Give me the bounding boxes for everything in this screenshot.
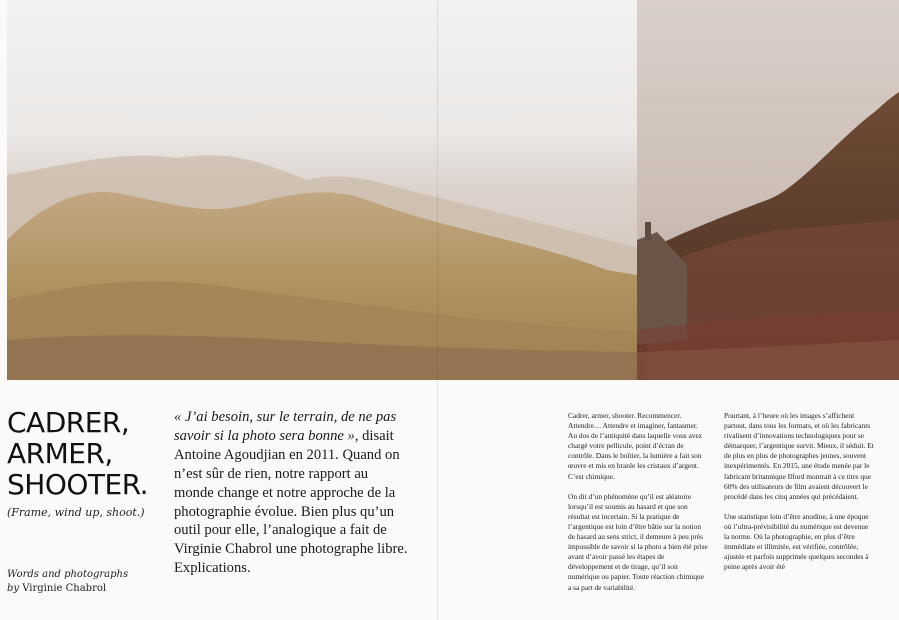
intro-quote: « J’ai besoin, sur le terrain, de ne pas savoir si la photo sera bonne »: [174, 409, 397, 444]
headline-line-2: ARMER,: [7, 437, 113, 470]
body-paragraph: Pourtant, à l’heure où les images s’affichent partout, dans tous les formats, et où les fabricants rivalisent d’innovations technologiques pour se démarquer, l’argentique survit. Mieux, il séduit. Et de plus en plus de photographes jeunes, souvent inexpérimentés. En 2015, une étude menée par le fabricant britannique Ilford montrait à ce titre que 60% des utilisateurs de film avaient découvert le procédé dans les cinq années qui précédaient.: [724, 411, 874, 501]
author-name: Virginie Chabrol: [22, 583, 107, 594]
article-subtitle: (Frame, wind up, shoot.): [7, 506, 145, 519]
body-paragraph: Une statistique loin d’être anodine, à une époque où l’ultra-prévisibilité du numérique est devenue la norme. Où la photographie, en plus d’être immédiate et illimitée, est vérifiée, contrôlée, ajustée et parfois supprimée quelques secondes à peine après avoir été: [724, 511, 869, 572]
credit-by: by: [7, 583, 20, 594]
article-headline: [7, 407, 167, 500]
landscape-photo: [7, 0, 899, 380]
credit-byline: [7, 582, 128, 596]
headline-line-3: SHOOTER.: [7, 468, 149, 501]
body-column-2: [724, 411, 874, 582]
headline-line-1: CADRER,: [7, 406, 130, 439]
intro-text: , disait Antoine Agoudjian en 2011. Quand on n’est sûr de rien, notre rapport au monde change et notre approche de la photographie évolue. Bien plus qu’un outil pour elle, l’analogique a fait de Virginie Chabrol une photographe libre. Explications.: [174, 427, 408, 577]
intro-paragraph: [174, 408, 410, 578]
author-credit: [7, 568, 128, 596]
body-column-1: [568, 411, 708, 603]
body-paragraph: On dit d’un phénomène qu’il est aléatoire lorsqu’il est soumis au hasard et que son résultat est incertain. Si la pratique de l’argentique est loin d’être bâtie sur la notion de hasard au sens strict, il demeure à peu près impossible de savoir si la photo a bien été prise avant d’avoir passé les étapes de développement et de tirage, qu’il soit numérique ou papier. Toute réaction chimique a sa part de variabilité.: [568, 491, 708, 592]
misty-mountains-illustration: [7, 0, 899, 380]
body-paragraph: Cadrer, armer, shooter. Recommencer. Attendre… Attendre et imaginer, fantasmer. Au dos de l’antiquité dans laquelle vous avez chargé votre pellicule, point d’écran de contrôle. Dans le boîtier, la lumière a fait son œuvre et mis en branle les cristaux d’argent. C’est chimique.: [568, 411, 703, 481]
page-gutter: [437, 0, 438, 620]
credit-prefix: Words and photographs: [7, 569, 129, 580]
